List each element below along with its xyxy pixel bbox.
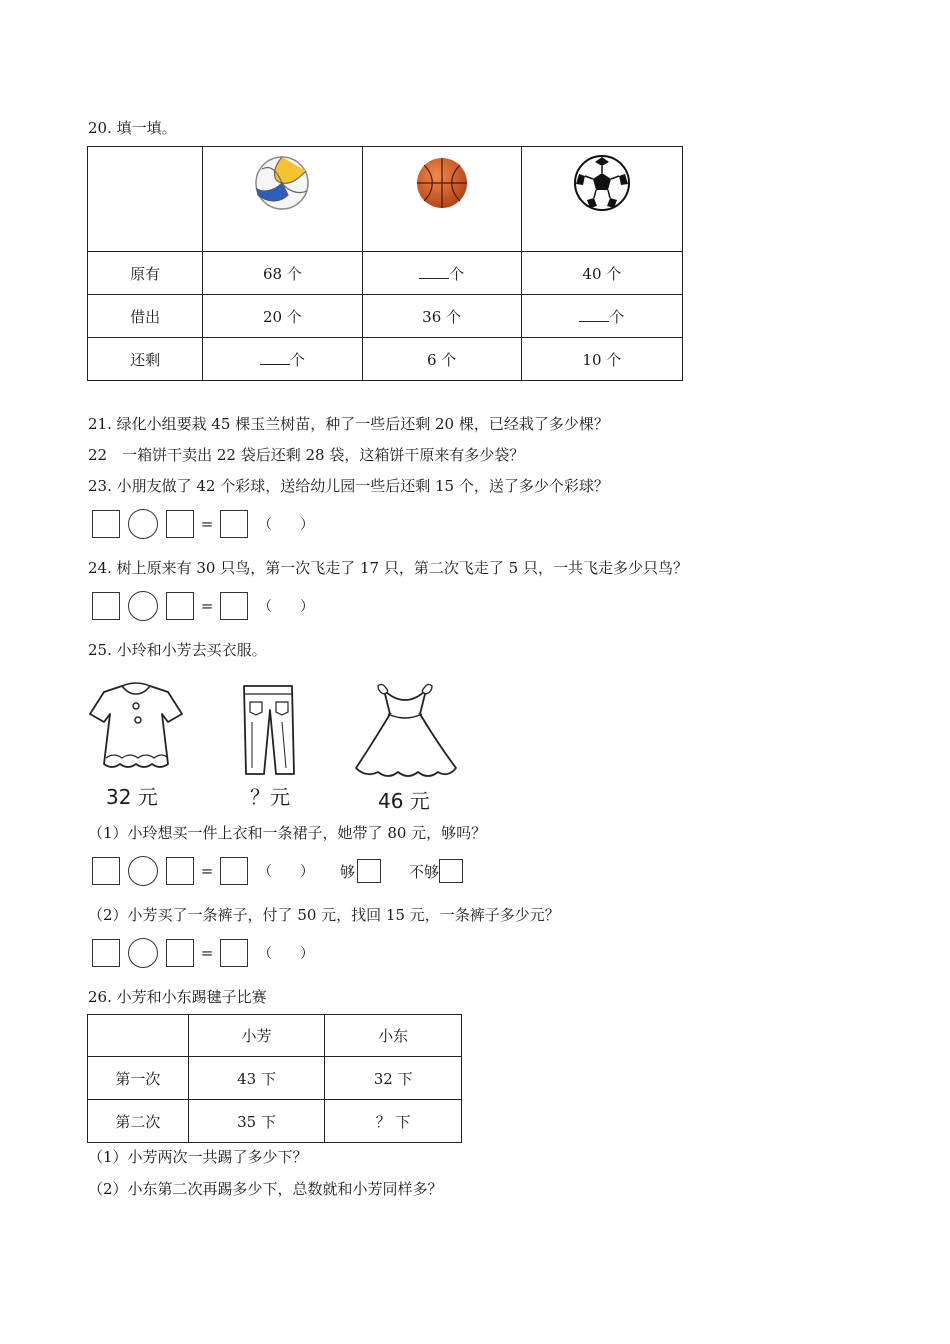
basketball-icon [415, 156, 469, 210]
q26-header: 小东 [325, 1015, 462, 1057]
soccer-ball-icon [573, 154, 631, 212]
q26-cell: ？ 下 [325, 1100, 462, 1143]
q25-sub1: （1）小玲想买一件上衣和一条裙子，她带了 80 元，够吗？ [88, 824, 487, 842]
dress-icon [352, 682, 458, 782]
answer-box[interactable] [220, 939, 248, 967]
volleyball-icon [254, 155, 310, 211]
enough-label: 够 [340, 862, 356, 881]
q23-equation [92, 509, 314, 539]
q20-header-soccer [521, 147, 682, 252]
unit-paren[interactable]: （ ） [258, 946, 314, 962]
operator-circle[interactable] [128, 591, 158, 621]
q20-table [87, 146, 683, 381]
answer-box[interactable] [220, 510, 248, 538]
not-enough-label: 不够 [409, 862, 440, 881]
q26-cell: 32 下 [325, 1057, 462, 1100]
answer-box[interactable] [92, 857, 120, 885]
q26-cell: 35 下 [188, 1100, 325, 1143]
q26-sub2: （2）小东第二次再踢多少下，总数就和小芳同样多？ [88, 1180, 443, 1198]
q26-sub1: （1）小芳两次一共踢了多少下？ [88, 1148, 308, 1166]
q20-header-basketball [362, 147, 521, 252]
q20-empty-header [88, 147, 203, 252]
unit-paren[interactable]: （ ） [258, 517, 314, 533]
q20-row-label: 借出 [88, 295, 203, 338]
answer-box[interactable] [92, 939, 120, 967]
q26-header-empty [88, 1015, 189, 1057]
answer-box[interactable] [166, 939, 194, 967]
q20-header-volleyball [203, 147, 362, 252]
equals-sign: = [200, 944, 214, 962]
q23-text: 23. 小朋友做了 42 个彩球，送给幼儿园一些后还剩 15 个，送了多少个彩球？ [88, 477, 609, 495]
q26-title: 26. 小芳和小东踢毽子比赛 [88, 988, 267, 1006]
q26-row-label: 第一次 [88, 1057, 189, 1100]
q24-equation [92, 591, 314, 621]
q26-table [87, 1014, 462, 1143]
answer-box[interactable] [92, 510, 120, 538]
answer-box[interactable] [220, 857, 248, 885]
q20-row-label: 原有 [88, 252, 203, 295]
q20-cell-blank[interactable]: 个 [362, 252, 521, 295]
q20-cell: 36 个 [362, 295, 521, 338]
not-enough-checkbox[interactable] [439, 859, 463, 883]
equals-sign: = [200, 862, 214, 880]
q24-text: 24. 树上原来有 30 只鸟，第一次飞走了 17 只，第二次飞走了 5 只，一共飞走多少只鸟？ [88, 559, 688, 577]
operator-circle[interactable] [128, 856, 158, 886]
pants-icon [238, 682, 298, 778]
unit-paren[interactable]: （ ） [258, 599, 314, 615]
q25-sub2: （2）小芳买了一条裤子，付了 50 元，找回 15 元，一条裤子多少元？ [88, 906, 560, 924]
dress-price: 46 元 [378, 789, 430, 813]
pants-price: ？元 [250, 785, 290, 809]
shirt-price: 32 元 [106, 785, 158, 809]
q25-sub1-equation [92, 856, 463, 886]
q25-title: 25. 小玲和小芳去买衣服。 [88, 641, 267, 659]
q26-cell: 43 下 [188, 1057, 325, 1100]
answer-box[interactable] [92, 592, 120, 620]
q20-cell: 68 个 [203, 252, 362, 295]
q21-text: 21. 绿化小组要栽 45 棵玉兰树苗，种了一些后还剩 20 棵，已经栽了多少棵？ [88, 415, 609, 433]
q20-cell: 6 个 [362, 338, 521, 381]
enough-checkbox[interactable] [357, 859, 381, 883]
q22-text: 22 一箱饼干卖出 22 袋后还剩 28 袋，这箱饼干原来有多少袋？ [88, 446, 525, 464]
q20-cell: 20 个 [203, 295, 362, 338]
operator-circle[interactable] [128, 509, 158, 539]
equals-sign: = [200, 597, 214, 615]
q20-cell: 40 个 [521, 252, 682, 295]
answer-box[interactable] [166, 592, 194, 620]
shirt-icon [86, 680, 188, 778]
q20-title: 20. 填一填。 [88, 119, 177, 137]
q20-cell: 10 个 [521, 338, 682, 381]
answer-blank[interactable] [260, 350, 290, 365]
answer-blank[interactable] [579, 307, 609, 322]
unit-paren[interactable]: （ ） [258, 864, 314, 880]
answer-box[interactable] [220, 592, 248, 620]
q20-cell-blank[interactable]: 个 [521, 295, 682, 338]
q26-header: 小芳 [188, 1015, 325, 1057]
answer-box[interactable] [166, 857, 194, 885]
answer-box[interactable] [166, 510, 194, 538]
q26-row-label: 第二次 [88, 1100, 189, 1143]
q20-cell-blank[interactable]: 个 [203, 338, 362, 381]
q25-sub2-equation [92, 938, 314, 968]
q20-row-label: 还剩 [88, 338, 203, 381]
operator-circle[interactable] [128, 938, 158, 968]
equals-sign: = [200, 515, 214, 533]
answer-blank[interactable] [419, 264, 449, 279]
